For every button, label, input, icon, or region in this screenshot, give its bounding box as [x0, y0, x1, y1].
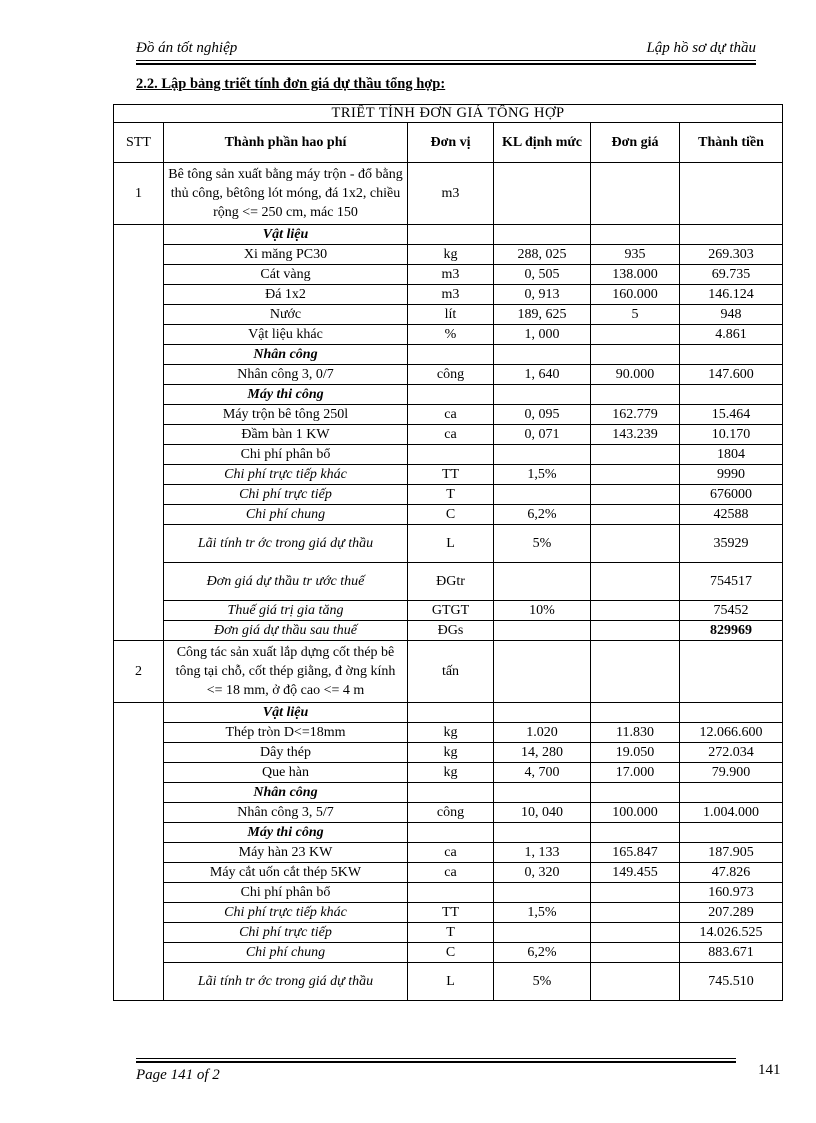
cost-total [680, 385, 783, 405]
cost-row [114, 265, 783, 285]
cost-row [114, 225, 783, 245]
table-title: TRIẾT TÍNH ĐƠN GIÁ TỔNG HỢP [114, 105, 783, 123]
col-header-kl: KL định mức [494, 123, 591, 163]
cost-total: 160.973 [680, 883, 783, 903]
cost-row [114, 783, 783, 803]
cost-kl [494, 485, 591, 505]
cost-total: 187.905 [680, 843, 783, 863]
cost-total: 42588 [680, 505, 783, 525]
cost-kl: 6,2% [494, 943, 591, 963]
item-total [680, 641, 783, 703]
cost-total [680, 703, 783, 723]
cost-total: 745.510 [680, 963, 783, 1001]
cost-total: 883.671 [680, 943, 783, 963]
cost-name: Dây thép [164, 743, 408, 763]
cost-name: Thép tròn D<=18mm [164, 723, 408, 743]
col-header-unit: Đơn vị [408, 123, 494, 163]
cost-kl: 189, 625 [494, 305, 591, 325]
cost-total: 79.900 [680, 763, 783, 783]
cost-row [114, 505, 783, 525]
item-kl [494, 641, 591, 703]
cost-price [591, 445, 680, 465]
cost-row [114, 525, 783, 563]
stt-blank-cell [114, 563, 164, 601]
item-price [591, 641, 680, 703]
stt-blank-cell [114, 305, 164, 325]
cost-total [680, 225, 783, 245]
cost-kl: 288, 025 [494, 245, 591, 265]
cost-price [591, 345, 680, 365]
cost-name: Chi phí phân bổ [164, 445, 408, 465]
stt-blank-cell [114, 963, 164, 1001]
cost-total [680, 823, 783, 843]
cost-name: Chi phí trực tiếp khác [164, 903, 408, 923]
cost-row [114, 445, 783, 465]
cost-name: Nhân công [164, 345, 408, 365]
stt-blank-cell [114, 425, 164, 445]
cost-price [591, 923, 680, 943]
cost-kl: 1, 000 [494, 325, 591, 345]
cost-total: 75452 [680, 601, 783, 621]
cost-name: Cát vàng [164, 265, 408, 285]
cost-kl [494, 923, 591, 943]
item-total [680, 163, 783, 225]
cost-price: 935 [591, 245, 680, 265]
cost-row [114, 883, 783, 903]
cost-unit [408, 823, 494, 843]
cost-kl: 0, 095 [494, 405, 591, 425]
cost-price [591, 485, 680, 505]
stt-blank-cell [114, 743, 164, 763]
stt-blank-cell [114, 723, 164, 743]
stt-blank-cell [114, 285, 164, 305]
cost-unit [408, 783, 494, 803]
col-header-price: Đơn giá [591, 123, 680, 163]
cost-unit: kg [408, 723, 494, 743]
item-description: Bê tông sản xuất bằng máy trộn - đổ bằng thủ công, bêtông lót móng, đá 1x2, chiều rộng <= 250 cm, mác 150 [164, 163, 408, 225]
cost-price [591, 505, 680, 525]
cost-total: 754517 [680, 563, 783, 601]
cost-kl: 1,5% [494, 903, 591, 923]
cost-kl [494, 823, 591, 843]
cost-name: Vật liệu khác [164, 325, 408, 345]
cost-total: 35929 [680, 525, 783, 563]
cost-row [114, 863, 783, 883]
stt-blank-cell [114, 783, 164, 803]
stt-blank-cell [114, 601, 164, 621]
cost-unit [408, 883, 494, 903]
cost-row [114, 803, 783, 823]
cost-unit: L [408, 525, 494, 563]
cost-unit: ca [408, 405, 494, 425]
cost-price [591, 465, 680, 485]
cost-kl: 5% [494, 963, 591, 1001]
stt-blank-cell [114, 843, 164, 863]
cost-row [114, 425, 783, 445]
cost-breakdown-table [113, 104, 783, 1001]
cost-name: Máy trộn bê tông 250l [164, 405, 408, 425]
stt-blank-cell [114, 863, 164, 883]
stt-blank-cell [114, 883, 164, 903]
cost-unit: % [408, 325, 494, 345]
cost-row [114, 465, 783, 485]
cost-price [591, 325, 680, 345]
cost-price [591, 563, 680, 601]
cost-price: 17.000 [591, 763, 680, 783]
cost-row [114, 485, 783, 505]
cost-unit: T [408, 485, 494, 505]
cost-kl: 1.020 [494, 723, 591, 743]
stt-blank-cell [114, 923, 164, 943]
cost-unit: m3 [408, 265, 494, 285]
cost-name: Thuế giá trị gia tăng [164, 601, 408, 621]
cost-row [114, 923, 783, 943]
cost-price [591, 823, 680, 843]
cost-row [114, 385, 783, 405]
cost-row [114, 621, 783, 641]
cost-unit: ca [408, 863, 494, 883]
cost-row [114, 405, 783, 425]
cost-total: 47.826 [680, 863, 783, 883]
cost-kl: 1,5% [494, 465, 591, 485]
cost-name: Vật liệu [164, 225, 408, 245]
cost-price [591, 903, 680, 923]
cost-name: Đơn giá dự thầu tr ước thuế [164, 563, 408, 601]
cost-kl: 1, 640 [494, 365, 591, 385]
cost-total: 948 [680, 305, 783, 325]
cost-unit: C [408, 505, 494, 525]
cost-name: Máy thi công [164, 823, 408, 843]
cost-total [680, 783, 783, 803]
stt-blank-cell [114, 225, 164, 245]
item-stt: 1 [114, 163, 164, 225]
cost-unit: T [408, 923, 494, 943]
cost-price: 160.000 [591, 285, 680, 305]
footer-page-number: 141 [758, 1062, 781, 1078]
cost-row [114, 563, 783, 601]
cost-price [591, 883, 680, 903]
stt-blank-cell [114, 505, 164, 525]
cost-price: 11.830 [591, 723, 680, 743]
cost-name: Nước [164, 305, 408, 325]
cost-price: 165.847 [591, 843, 680, 863]
cost-price [591, 601, 680, 621]
cost-price [591, 525, 680, 563]
cost-row [114, 703, 783, 723]
cost-unit: ĐGtr [408, 563, 494, 601]
stt-blank-cell [114, 345, 164, 365]
cost-kl: 0, 071 [494, 425, 591, 445]
cost-name: Nhân công 3, 0/7 [164, 365, 408, 385]
cost-unit: kg [408, 245, 494, 265]
cost-total: 4.861 [680, 325, 783, 345]
stt-blank-cell [114, 525, 164, 563]
item-row [114, 641, 783, 703]
cost-unit: công [408, 365, 494, 385]
cost-unit [408, 345, 494, 365]
cost-kl: 14, 280 [494, 743, 591, 763]
cost-name: Xi măng PC30 [164, 245, 408, 265]
cost-kl [494, 883, 591, 903]
cost-name: Vật liệu [164, 703, 408, 723]
cost-row [114, 325, 783, 345]
item-row [114, 163, 783, 225]
cost-row [114, 963, 783, 1001]
cost-kl: 0, 320 [494, 863, 591, 883]
cost-name: Lãi tính tr ớc trong giá dự thầu [164, 525, 408, 563]
cost-kl [494, 445, 591, 465]
cost-price [591, 963, 680, 1001]
cost-row [114, 843, 783, 863]
cost-name: Lãi tính tr ớc trong giá dự thầu [164, 963, 408, 1001]
col-header-total: Thành tiền [680, 123, 783, 163]
cost-kl: 6,2% [494, 505, 591, 525]
cost-total: 69.735 [680, 265, 783, 285]
item-price [591, 163, 680, 225]
cost-row [114, 285, 783, 305]
cost-name: Chi phí chung [164, 505, 408, 525]
cost-name: Đầm bàn 1 KW [164, 425, 408, 445]
cost-price [591, 621, 680, 641]
cost-name: Chi phí trực tiếp [164, 923, 408, 943]
cost-kl: 4, 700 [494, 763, 591, 783]
cost-price [591, 783, 680, 803]
cost-total: 207.289 [680, 903, 783, 923]
stt-blank-cell [114, 445, 164, 465]
cost-name: Nhân công 3, 5/7 [164, 803, 408, 823]
stt-blank-cell [114, 245, 164, 265]
cost-kl: 0, 913 [494, 285, 591, 305]
stt-blank-cell [114, 265, 164, 285]
stt-blank-cell [114, 485, 164, 505]
cost-unit [408, 703, 494, 723]
cost-unit: ca [408, 425, 494, 445]
cost-unit: C [408, 943, 494, 963]
col-header-component: Thành phần hao phí [164, 123, 408, 163]
cost-price [591, 703, 680, 723]
cost-total: 9990 [680, 465, 783, 485]
stt-blank-cell [114, 385, 164, 405]
cost-kl [494, 621, 591, 641]
cost-total: 829969 [680, 621, 783, 641]
stt-blank-cell [114, 325, 164, 345]
cost-total: 10.170 [680, 425, 783, 445]
cost-total: 146.124 [680, 285, 783, 305]
stt-blank-cell [114, 405, 164, 425]
cost-price: 90.000 [591, 365, 680, 385]
cost-unit: m3 [408, 285, 494, 305]
cost-kl [494, 345, 591, 365]
item-kl [494, 163, 591, 225]
section-title: 2.2. Lập bảng triết tính đơn giá dự thầu tổng hợp: [136, 76, 446, 92]
cost-total: 676000 [680, 485, 783, 505]
header-left: Đồ án tốt nghiệp [136, 40, 238, 56]
stt-blank-cell [114, 365, 164, 385]
cost-row [114, 823, 783, 843]
stt-blank-cell [114, 943, 164, 963]
cost-kl: 0, 505 [494, 265, 591, 285]
cost-unit: ĐGs [408, 621, 494, 641]
cost-unit: ca [408, 843, 494, 863]
cost-price: 143.239 [591, 425, 680, 445]
cost-kl: 10, 040 [494, 803, 591, 823]
cost-row [114, 763, 783, 783]
stt-blank-cell [114, 703, 164, 723]
cost-total: 14.026.525 [680, 923, 783, 943]
cost-name: Que hàn [164, 763, 408, 783]
cost-kl [494, 783, 591, 803]
cost-row [114, 601, 783, 621]
cost-total: 1804 [680, 445, 783, 465]
stt-blank-cell [114, 823, 164, 843]
item-unit: m3 [408, 163, 494, 225]
cost-price: 19.050 [591, 743, 680, 763]
cost-unit: lít [408, 305, 494, 325]
cost-name: Đá 1x2 [164, 285, 408, 305]
cost-name: Đơn giá dự thầu sau thuế [164, 621, 408, 641]
cost-name: Máy hàn 23 KW [164, 843, 408, 863]
cost-price [591, 943, 680, 963]
footer-page-label: Page 141 of 2 [136, 1067, 220, 1083]
cost-unit: kg [408, 763, 494, 783]
cost-row [114, 903, 783, 923]
stt-blank-cell [114, 621, 164, 641]
header-right: Lập hồ sơ dự thầu [646, 40, 756, 56]
stt-blank-cell [114, 465, 164, 485]
cost-kl [494, 703, 591, 723]
cost-total: 147.600 [680, 365, 783, 385]
cost-price: 162.779 [591, 405, 680, 425]
cost-row [114, 345, 783, 365]
cost-total: 1.004.000 [680, 803, 783, 823]
cost-price [591, 385, 680, 405]
header-rule-thin [136, 60, 756, 61]
cost-price: 138.000 [591, 265, 680, 285]
cost-name: Chi phí trực tiếp khác [164, 465, 408, 485]
cost-row [114, 245, 783, 265]
stt-blank-cell [114, 803, 164, 823]
cost-kl [494, 563, 591, 601]
item-description: Công tác sản xuất lắp dựng cốt thép bê tông tại chỗ, cốt thép giằng, đ ờng kính <= 18 mm, ở độ cao <= 4 m [164, 641, 408, 703]
cost-name: Nhân công [164, 783, 408, 803]
cost-total [680, 345, 783, 365]
stt-blank-cell [114, 763, 164, 783]
footer-rule-thick [136, 1061, 736, 1063]
item-unit: tấn [408, 641, 494, 703]
cost-kl: 10% [494, 601, 591, 621]
cost-price [591, 225, 680, 245]
cost-kl: 1, 133 [494, 843, 591, 863]
cost-row [114, 743, 783, 763]
cost-total: 269.303 [680, 245, 783, 265]
cost-row [114, 723, 783, 743]
cost-price: 149.455 [591, 863, 680, 883]
cost-total: 15.464 [680, 405, 783, 425]
cost-unit [408, 385, 494, 405]
cost-name: Chi phí chung [164, 943, 408, 963]
cost-unit [408, 445, 494, 465]
cost-unit: TT [408, 465, 494, 485]
cost-price: 100.000 [591, 803, 680, 823]
cost-unit: L [408, 963, 494, 1001]
cost-total: 272.034 [680, 743, 783, 763]
cost-name: Chi phí trực tiếp [164, 485, 408, 505]
cost-price: 5 [591, 305, 680, 325]
footer-rule-thin [136, 1058, 736, 1059]
cost-name: Máy cắt uốn cắt thép 5KW [164, 863, 408, 883]
cost-row [114, 365, 783, 385]
cost-unit: công [408, 803, 494, 823]
cost-kl: 5% [494, 525, 591, 563]
cost-unit: TT [408, 903, 494, 923]
cost-row [114, 943, 783, 963]
page-header [136, 40, 756, 60]
cost-unit: GTGT [408, 601, 494, 621]
cost-kl [494, 225, 591, 245]
cost-unit: kg [408, 743, 494, 763]
col-header-stt: STT [114, 123, 164, 163]
header-rule-thick [136, 63, 756, 65]
cost-kl [494, 385, 591, 405]
cost-unit [408, 225, 494, 245]
stt-blank-cell [114, 903, 164, 923]
cost-name: Máy thi công [164, 385, 408, 405]
cost-row [114, 305, 783, 325]
cost-total: 12.066.600 [680, 723, 783, 743]
cost-name: Chi phí phân bổ [164, 883, 408, 903]
item-stt: 2 [114, 641, 164, 703]
